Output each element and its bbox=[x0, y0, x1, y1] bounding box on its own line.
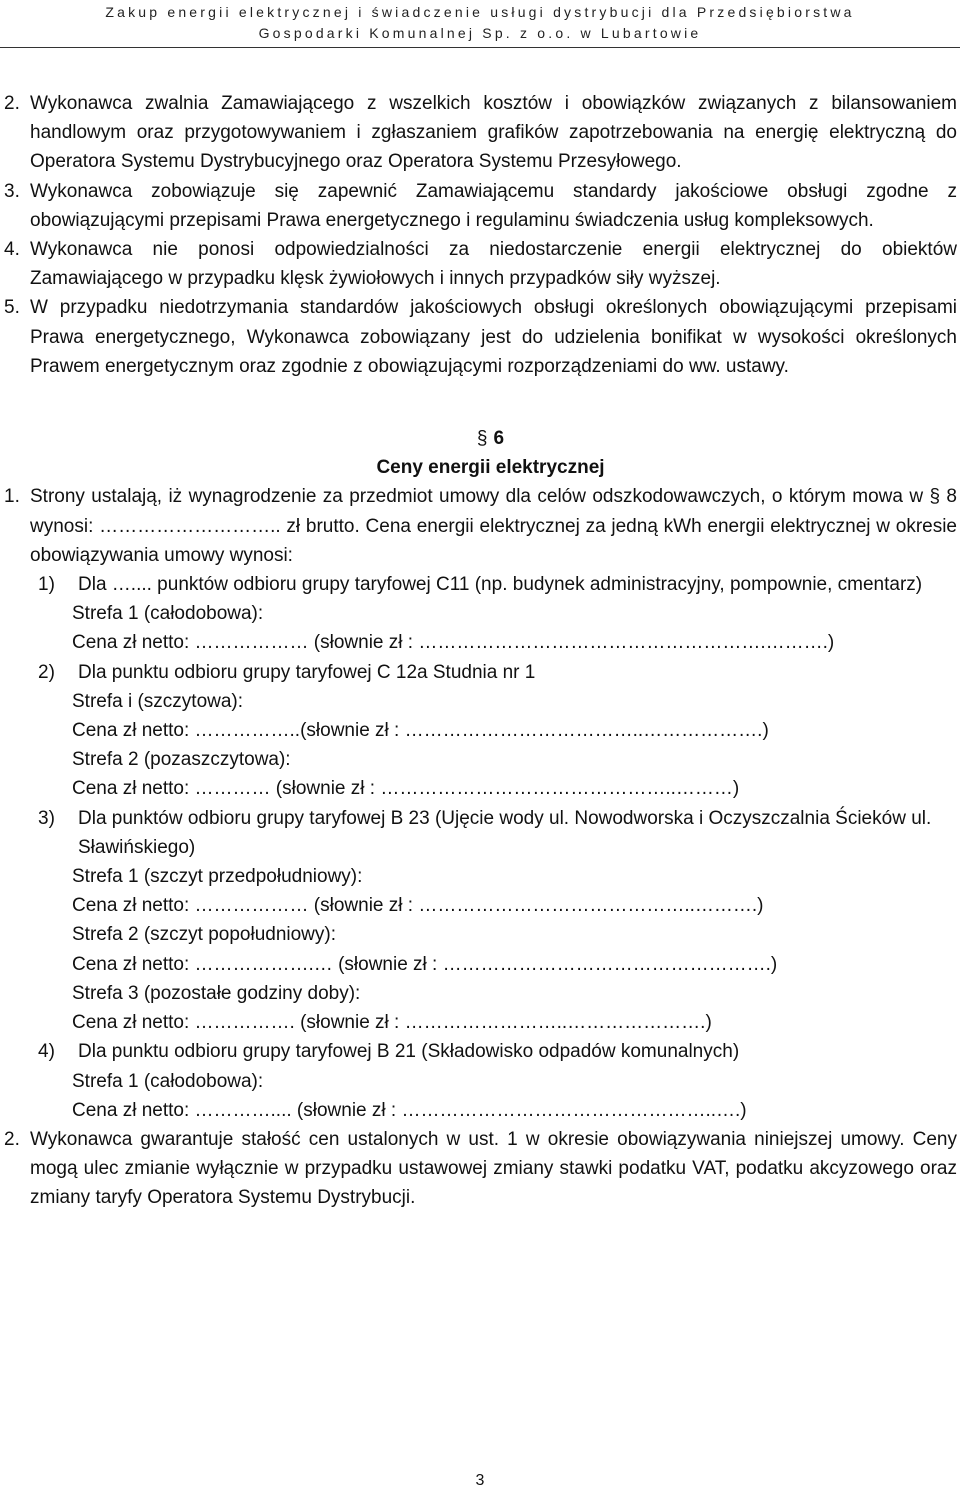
item-text: Dla punktu odbioru grupy taryfowej C 12a Studnia nr 1 bbox=[78, 661, 536, 683]
item-line: Cena zł netto: ……………..(słownie zł : ………………………………..……………….) bbox=[72, 720, 769, 742]
item-line: Strefa 1 (szczyt przedpołudniowy): bbox=[72, 866, 363, 888]
header-divider bbox=[0, 47, 960, 48]
item-line: Cena zł netto: ……………… (słownie zł : ……………………………………………….……….) bbox=[72, 632, 835, 654]
item-text: Dla punktów odbioru grupy taryfowej B 23 (Ujęcie wody ul. Nowodworska i Oczyszczalnia Ścieków ul. Sławińskiego) bbox=[78, 807, 932, 858]
paragraph-number: 1. bbox=[4, 486, 20, 508]
document-body bbox=[4, 89, 957, 1213]
paragraph-text: W przypadku niedotrzymania standardów jakościowych obsługi określonych obowiązującymi przepisami Prawa energetycznego, Wykonawca zobowiązany jest do udzielenia bonifikat w wysokości określonych Prawem energetycznym oraz zgodnie z obowiązującymi rozporządzeniami do ww. ustawy. bbox=[30, 297, 957, 377]
section-symbol: § bbox=[476, 428, 488, 450]
paragraph-6-2 bbox=[4, 1125, 957, 1213]
item-number: 1) bbox=[38, 574, 55, 596]
item-number: 4) bbox=[38, 1041, 55, 1063]
item-line: Strefa 1 (całodobowa): bbox=[72, 1070, 264, 1092]
paragraph-text: Wykonawca nie ponosi odpowiedzialności za niedostarczenie energii elektrycznej do obiektów Zamawiającego w przypadku klęsk żywiołowych i innych przypadków siły wyższej. bbox=[30, 239, 957, 290]
section-number bbox=[24, 424, 957, 453]
item-line: Strefa i (szczytowa): bbox=[72, 690, 244, 712]
header-line-1: Zakup energii elektrycznej i świadczenie usługi dystrybucji dla Przedsiębiorstwa bbox=[105, 4, 855, 20]
item-line: Cena zł netto: ……………. (słownie zł : ……………………..………………….) bbox=[72, 1012, 712, 1034]
tariff-item-4 bbox=[4, 1037, 957, 1125]
section-title: Ceny energii elektrycznej bbox=[376, 457, 605, 479]
section-heading bbox=[4, 424, 957, 482]
tariff-item-3 bbox=[4, 804, 957, 1038]
item-line: Strefa 1 (całodobowa): bbox=[72, 603, 264, 625]
section-number-value: 6 bbox=[493, 428, 505, 450]
item-line: Cena zł netto: ……………….… (słownie zł : …………………………………………….) bbox=[72, 953, 778, 975]
page-number: 3 bbox=[475, 1472, 485, 1489]
item-line: Cena zł netto: ………….... (słownie zł : …………………………………………..….) bbox=[72, 1099, 747, 1121]
paragraph-text: Wykonawca zwalnia Zamawiającego z wszelkich kosztów i obowiązków związanych z bilansowaniem handlowym oraz przygotowywaniem i zgłaszaniem grafików zapotrzebowania na energię elektryczną do Operatora Systemu Dystrybucyjnego oraz Operatora Systemu Przesyłowego. bbox=[30, 93, 957, 173]
item-line: Strefa 2 (pozaszczytowa): bbox=[72, 749, 291, 771]
paragraph-3 bbox=[4, 177, 957, 235]
paragraph-number: 5. bbox=[4, 297, 20, 319]
paragraph-2 bbox=[4, 89, 957, 177]
header-line-2: Gospodarki Komunalnej Sp. z o.o. w Lubartowie bbox=[258, 25, 702, 41]
paragraph-4 bbox=[4, 235, 957, 293]
paragraph-5 bbox=[4, 293, 957, 381]
paragraph-number: 2. bbox=[4, 93, 20, 114]
item-line: Cena zł netto: ……………… (słownie zł : ……………………………………..……….) bbox=[72, 895, 764, 917]
paragraph-6-1 bbox=[4, 482, 957, 570]
tariff-item-1 bbox=[4, 570, 957, 658]
paragraph-number: 4. bbox=[4, 239, 20, 261]
paragraph-text: Wykonawca gwarantuje stałość cen ustalonych w ust. 1 w okresie obowiązywania niniejszej umowy. Ceny mogą ulec zmianie wyłącznie w przypadku ustawowej zmiany stawki podatku VAT, podatku akcyzowego oraz zmiany taryfy Operatora Systemu Dystrybucji. bbox=[30, 1128, 957, 1209]
paragraph-number: 2. bbox=[4, 1128, 20, 1150]
item-number: 3) bbox=[38, 807, 55, 829]
tariff-list bbox=[4, 570, 957, 1125]
item-number: 2) bbox=[38, 661, 55, 683]
paragraph-text: Strony ustalają, iż wynagrodzenie za przedmiot umowy dla celów odszkodowawczych, o którym mowa w § 8 wynosi: ……………………….. zł brutto. Cena energii elektrycznej za jedną kWh energii elektrycznej w okresie obowiązywania umowy wynosi: bbox=[30, 486, 957, 566]
paragraph-text: Wykonawca zobowiązuje się zapewnić Zamawiającemu standardy jakościowe obsługi zgodne z obowiązującymi przepisami Prawa energetycznego i regulaminu świadczenia usług kompleksowych. bbox=[30, 180, 957, 231]
item-line: Strefa 3 (pozostałe godziny doby): bbox=[72, 982, 361, 1004]
item-text: Dla punktu odbioru grupy taryfowej B 21 (Składowisko odpadów komunalnych) bbox=[78, 1041, 740, 1063]
item-text: Dla ….... punktów odbioru grupy taryfowej C11 (np. budynek administracyjny, pompownie, cmentarz) bbox=[78, 574, 923, 596]
item-line: Strefa 2 (szczyt popołudniowy): bbox=[72, 924, 337, 946]
item-line: Cena zł netto: ………… (słownie zł : ………………………………………..………) bbox=[72, 778, 740, 800]
tariff-item-2 bbox=[4, 658, 957, 804]
page-header bbox=[0, 2, 960, 44]
paragraph-number: 3. bbox=[4, 180, 20, 202]
